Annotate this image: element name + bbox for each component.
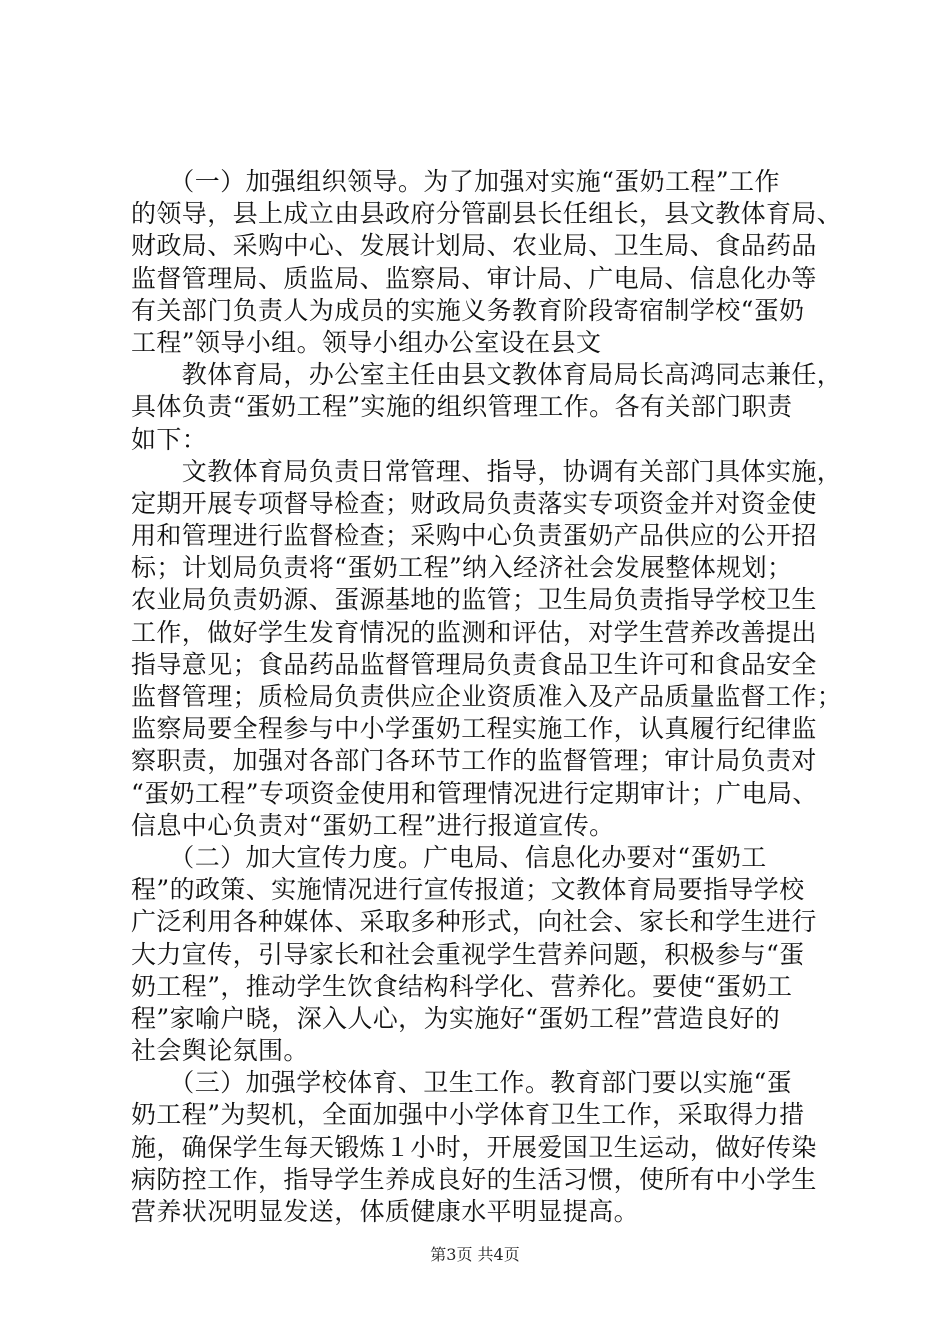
text-line: （一）加强组织领导。为了加强对实施“蛋奶工程”工作 [131,167,780,196]
text-line: 大力宣传，引导家长和社会重视学生营养问题，积极参与“蛋 [131,939,805,969]
text-line: 教体育局，办公室主任由县文教体育局局长高鸿同志兼任， [131,360,843,390]
text-line: 程”家喻户晓，深入人心，为实施好“蛋奶工程”营造良好的 [131,1003,781,1033]
text-line: 社会舆论氛围。 [131,1036,309,1066]
text-line: 用和管理进行监督检查；采购中心负责蛋奶产品供应的公开招 [131,521,817,551]
text-line: 察职责，加强对各部门各环节工作的监督管理；审计局负责对 [131,746,817,776]
text-line: 有关部门负责人为成员的实施义务教育阶段寄宿制学校“蛋奶 [131,295,805,325]
text-line: 工作，做好学生发育情况的监测和评估，对学生营养改善提出 [131,617,817,647]
text-line: 施，确保学生每天锻炼１小时，开展爱国卫生运动，做好传染 [131,1132,817,1162]
text-line: 农业局负责奶源、蛋源基地的监管；卫生局负责指导学校卫生 [131,585,817,615]
text-line: 信息中心负责对“蛋奶工程”进行报道宣传。 [131,810,615,840]
text-line: 具体负责“蛋奶工程”实施的组织管理工作。各有关部门职责 [131,392,793,422]
page-number: 第3页 共4页 [430,1245,520,1264]
text-line: 营养状况明显发送，体质健康水平明显提高。 [131,1197,640,1226]
text-line: 标；计划局负责将“蛋奶工程”纳入经济社会发展整体规划； [131,553,793,583]
text-line: 工程”领导小组。领导小组办公室设在县文 [131,327,602,357]
text-line: 奶工程”，推动学生饮食结构科学化、营养化。要使“蛋奶工 [131,971,793,1001]
text-line: 监督管理局、质监局、监察局、审计局、广电局、信息化办等 [131,263,817,293]
text-line: 广泛利用各种媒体、采取多种形式，向社会、家长和学生进行 [131,907,817,937]
text-line: 监察局要全程参与中小学蛋奶工程实施工作，认真履行纪律监 [131,714,817,744]
text-line: 的领导，县上成立由县政府分管副县长任组长，县文教体育局、 [131,199,843,229]
text-line: 财政局、采购中心、发展计划局、农业局、卫生局、食品药品 [131,231,817,261]
text-line: 指导意见；食品药品监督管理局负责食品卫生许可和食品安全 [131,649,817,679]
document-body [131,166,843,1228]
text-line: 文教体育局负责日常管理、指导，协调有关部门具体实施， [131,456,843,486]
text-line: 定期开展专项督导检查；财政局负责落实专项资金并对资金使 [131,488,817,518]
text-line: “蛋奶工程”专项资金使用和管理情况进行定期审计；广电局、 [131,778,818,808]
text-line: （二）加大宣传力度。广电局、信息化办要对“蛋奶工 [131,842,767,872]
text-line: 病防控工作，指导学生养成良好的生活习惯，使所有中小学生 [131,1164,817,1194]
text-line: （三）加强学校体育、卫生工作。教育部门要以实施“蛋 [131,1068,793,1098]
text-line: 如下： [131,424,208,454]
text-line: 监督管理；质检局负责供应企业资质准入及产品质量监督工作； [131,682,843,711]
text-line: 程”的政策、实施情况进行宣传报道；文教体育局要指导学校 [131,875,805,905]
text-line: 奶工程”为契机，全面加强中小学体育卫生工作，采取得力措 [131,1100,805,1130]
